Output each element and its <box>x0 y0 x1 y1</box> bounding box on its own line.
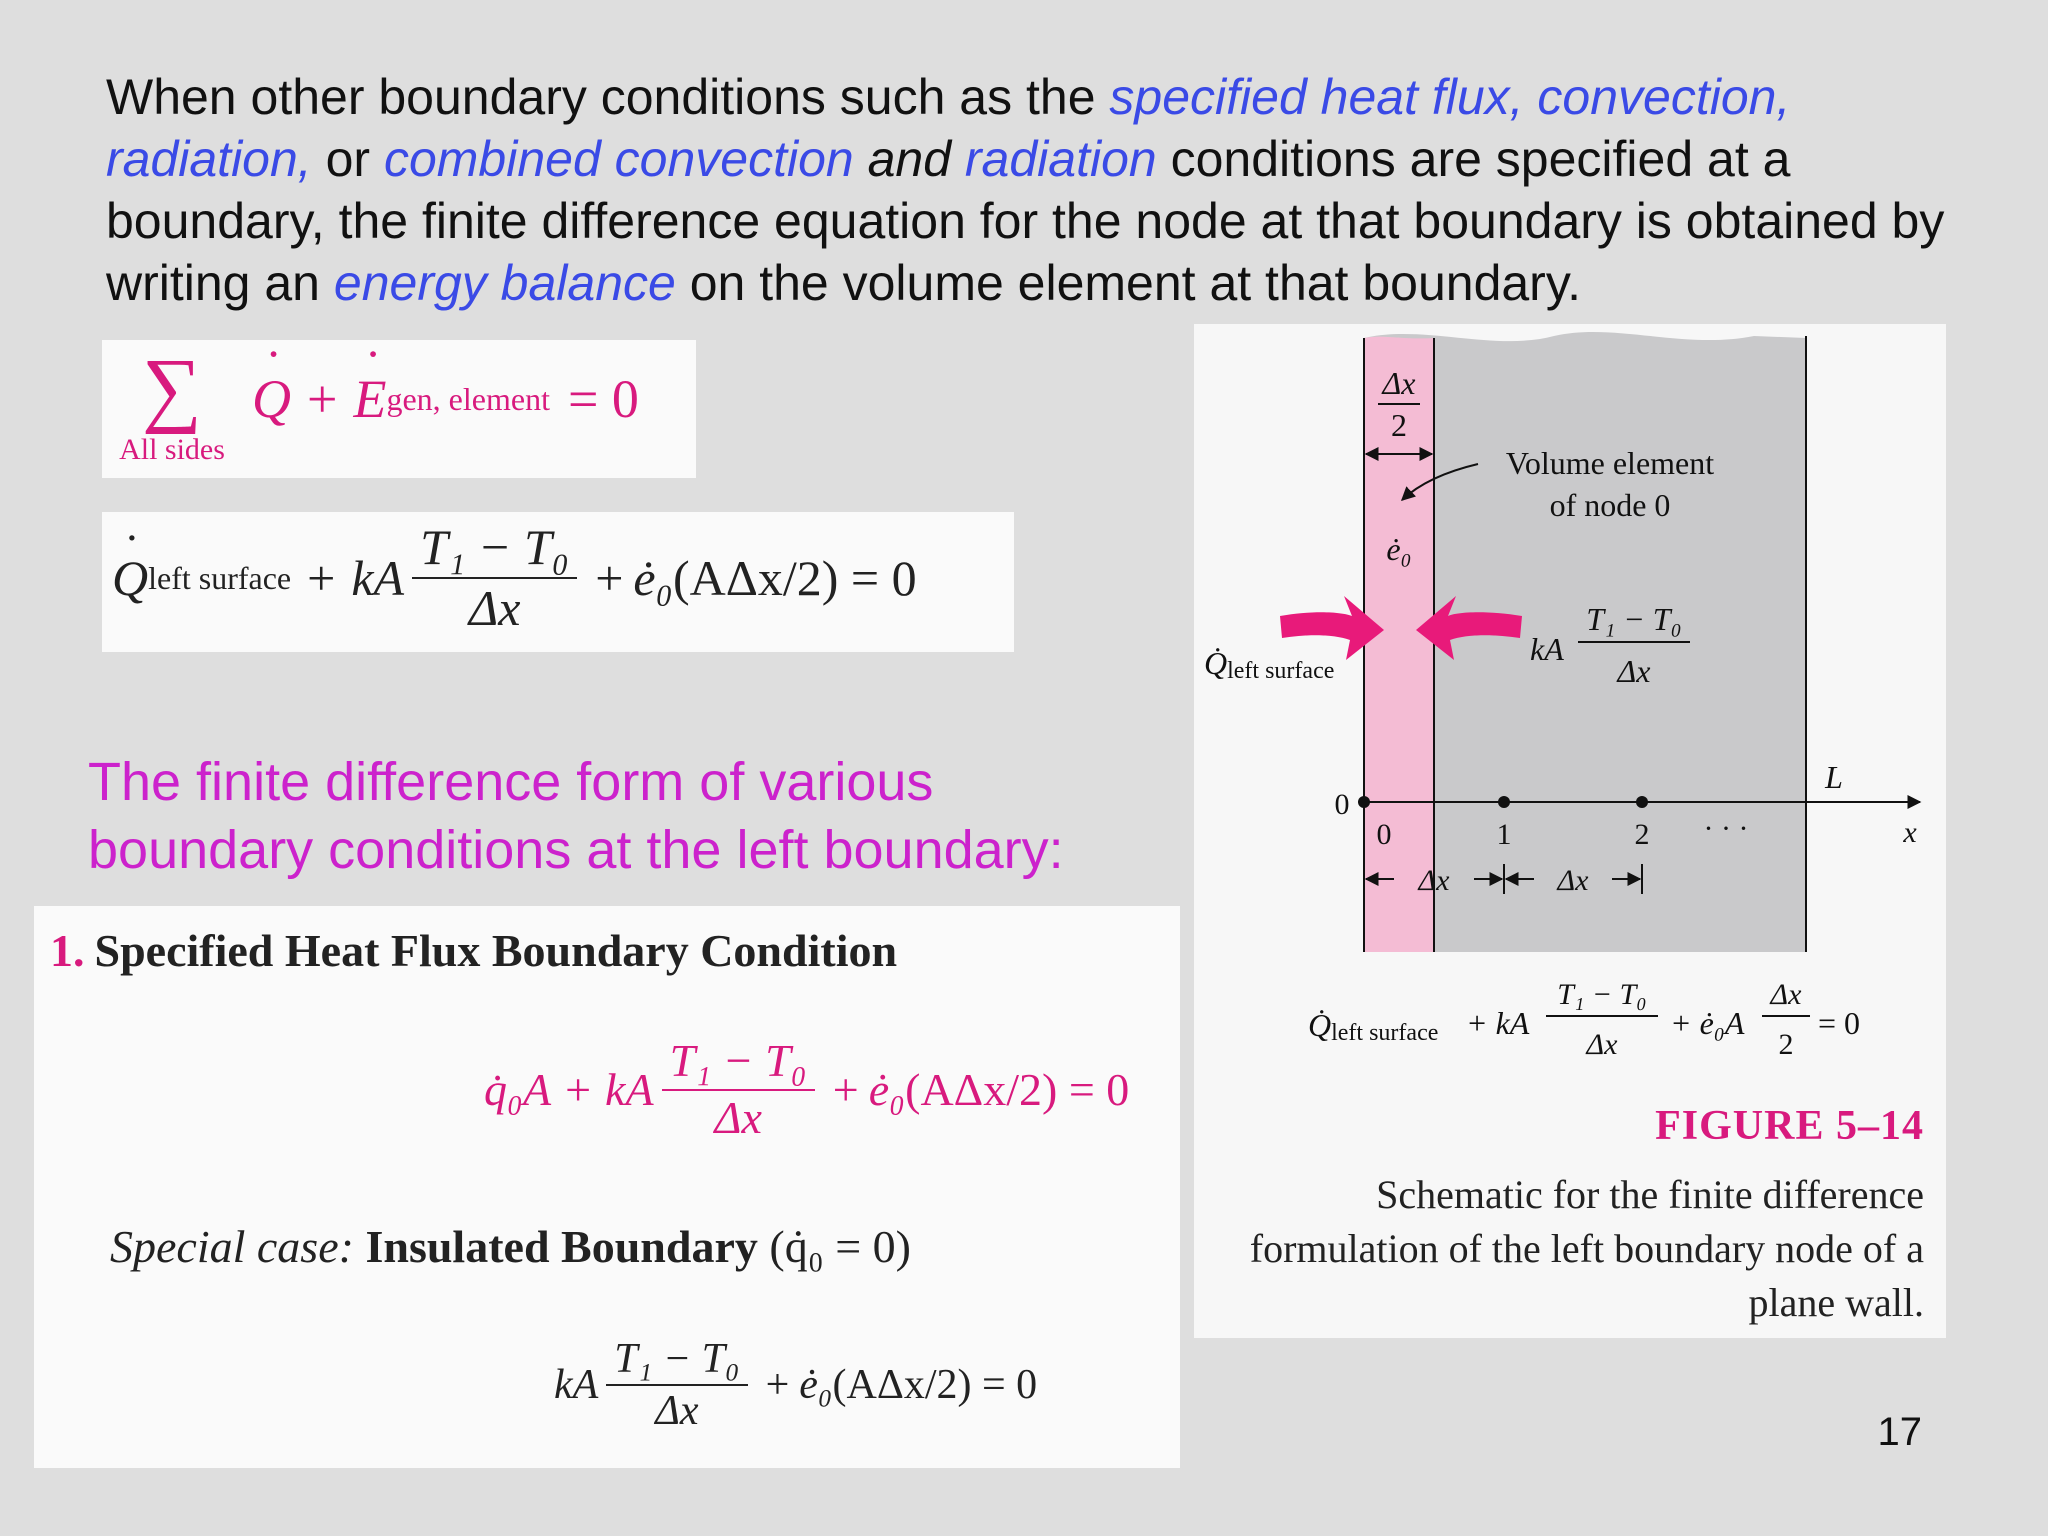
q-symbol: ˙ Q <box>252 368 291 430</box>
intro-paragraph <box>106 66 1986 314</box>
fig-eq-denominator-2: 2 <box>1778 1028 1794 1061</box>
insulated-equation <box>554 1336 1037 1434</box>
special-case-label: Special case: <box>110 1221 354 1272</box>
heading-line-2: boundary conditions at the left boundary: <box>88 820 1064 880</box>
x-axis-label: x <box>1903 816 1917 849</box>
plus-sign: + <box>765 1362 790 1409</box>
fig-eq-numerator: T₁ − T₀ <box>1557 978 1647 1011</box>
intro-highlight-3: radiation <box>964 131 1157 187</box>
intro-highlight-4: energy balance <box>333 255 676 311</box>
heat-flux-equation <box>484 1036 1129 1143</box>
node-0-dot <box>1358 796 1370 808</box>
plus-sign: + <box>307 369 338 429</box>
dx-label-1: Δx <box>1418 864 1450 897</box>
panel-title <box>50 924 897 977</box>
fig-eq-numerator-2: Δx <box>1770 978 1802 1011</box>
conduction-ka: kA <box>1530 631 1564 667</box>
fraction-denominator: Δx <box>714 1091 762 1143</box>
section-number: 1. <box>50 925 85 976</box>
continuation-dots: · · · <box>1703 812 1749 845</box>
q0a-term: q̇₀A <box>484 1064 552 1116</box>
section-title: Specified Heat Flux Boundary Condition <box>94 925 898 976</box>
node-1-label: 1 <box>1496 818 1512 851</box>
figure-label: FIGURE 5–14 <box>1655 1103 1924 1149</box>
plus-sign: + <box>595 550 624 606</box>
ka-term: kA <box>605 1064 654 1116</box>
q-left-subscript: left surface <box>1227 658 1335 684</box>
fig-eq-ka: + kA <box>1466 1005 1530 1041</box>
node-2-label: 2 <box>1634 818 1650 851</box>
figure-caption: Schematic for the finite difference formulation of the left boundary node of a plane wall. <box>1249 1172 1924 1325</box>
q-symbol: ˙ Q <box>112 549 148 607</box>
half-dx-denominator: 2 <box>1391 407 1407 443</box>
node-2-dot <box>1636 796 1648 808</box>
figure-panel <box>1194 324 1946 1338</box>
q-subscript: left surface <box>148 559 292 596</box>
special-case-condition: (q̇₀ = 0) <box>769 1221 911 1272</box>
sigma-symbol: ∑ <box>142 342 202 435</box>
plus-sign: + <box>307 550 336 606</box>
intro-highlight-2: combined convection <box>383 131 854 187</box>
q-left-symbol: Q̇ <box>1204 645 1228 681</box>
boundary-conditions-heading <box>88 748 1188 884</box>
volume-label-line-1: Volume element <box>1505 445 1715 481</box>
fig-eq-e0a: + ė₀A <box>1670 1005 1745 1041</box>
volume-term: (AΔx/2) = 0 <box>905 1064 1130 1116</box>
volume-term: (AΔx/2) = 0 <box>832 1362 1038 1409</box>
q-left-surface-label <box>1204 645 1334 684</box>
e-subscript: gen, element <box>386 380 550 417</box>
e0-symbol: ė₀ <box>868 1064 906 1116</box>
temp-fraction <box>412 520 577 636</box>
fig-eq-q-symbol: Q̇ <box>1308 1007 1332 1043</box>
heat-flux-panel <box>34 906 1180 1468</box>
intro-text-3: and <box>853 131 965 187</box>
equals-zero: = 0 <box>567 369 639 429</box>
node-1-dot <box>1498 796 1510 808</box>
plus-sign: + <box>832 1064 859 1116</box>
fraction-denominator: Δx <box>655 1388 699 1435</box>
ka-term: kA <box>351 550 405 606</box>
intro-highlight-1: specified heat flux, convection, radiation, <box>106 69 1791 187</box>
e0-symbol: ė₀ <box>633 550 673 606</box>
e0-symbol: ė₀ <box>799 1362 833 1409</box>
special-case-line <box>110 1220 911 1273</box>
fraction-numerator: T₁ − T₀ <box>662 1036 815 1091</box>
e-symbol: ˙ E <box>353 368 386 430</box>
e0-label: ė₀ <box>1386 531 1412 567</box>
intro-text-5: on the volume element at that boundary. <box>675 255 1582 311</box>
sigma-subscript: All sides <box>119 433 225 466</box>
conduction-denominator: Δx <box>1617 653 1651 689</box>
fig-eq-equals: = 0 <box>1818 1005 1861 1041</box>
fig-eq-q <box>1308 1007 1438 1046</box>
volume-term: (AΔx/2) = 0 <box>672 550 917 606</box>
temp-fraction <box>662 1036 815 1143</box>
special-case-title: Insulated Boundary <box>365 1221 758 1272</box>
temp-fraction <box>606 1336 747 1434</box>
slide-number: 17 <box>1877 1410 1922 1454</box>
left-surface-equation <box>102 512 1014 652</box>
half-dx-numerator: Δx <box>1382 365 1416 401</box>
fig-eq-q-subscript: left surface <box>1331 1020 1439 1046</box>
volume-label-line-2: of node 0 <box>1549 487 1671 523</box>
fraction-numerator: T₁ − T₀ <box>412 520 577 579</box>
wall-length-label: L <box>1825 759 1843 795</box>
dx-label-2: Δx <box>1557 864 1589 897</box>
ka-term: kA <box>554 1362 599 1409</box>
heading-line-1: The finite difference form of various <box>88 752 934 812</box>
energy-balance-equation <box>102 340 696 478</box>
plus-sign: + <box>565 1064 592 1116</box>
conduction-numerator: T₁ − T₀ <box>1586 601 1682 637</box>
node-0-label: 0 <box>1376 818 1392 851</box>
fig-eq-denominator: Δx <box>1586 1028 1618 1061</box>
intro-text-1: When other boundary conditions such as the <box>106 69 1110 125</box>
axis-origin-label: 0 <box>1334 788 1350 821</box>
fraction-denominator: Δx <box>468 580 521 636</box>
fraction-numerator: T₁ − T₀ <box>606 1336 747 1386</box>
intro-text-4: conditions are specified at a boundary, the finite difference equation for the node at that boundary is obtained by writing an <box>106 131 1945 311</box>
intro-text-2: or <box>311 131 384 187</box>
